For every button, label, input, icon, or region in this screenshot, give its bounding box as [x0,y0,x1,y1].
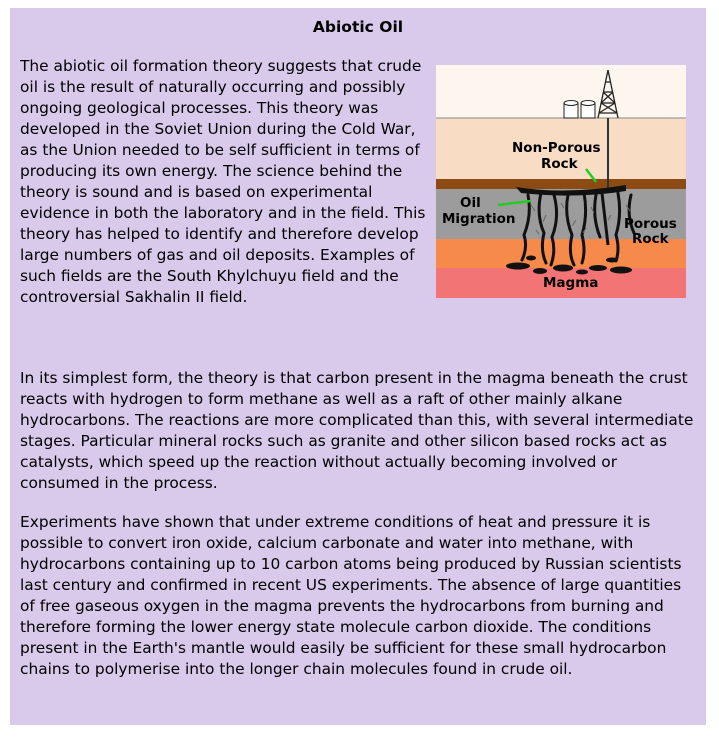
paragraph-intro: The abiotic oil formation theory suggests that crude oil is the result of naturally occurring and possibly ongoing geological processes. This theory was developed in the Soviet Union during the Cold War, as the Union needed to be self sufficient in terms of producing its own energy. The science behind the theory is sound and is based on experimental evidence in both the laboratory and in the field. This theory has helped to identify and therefore develop large numbers of gas and oil deposits. Examples of such fields are the South Khylchuyu field and the controversial Sakhalin II field. [20,57,426,306]
cap-rock-layer [436,179,686,189]
label-porous-rock: Rock [632,231,669,247]
label-porous: Porous [624,216,677,232]
abiotic-oil-diagram [436,65,686,298]
label-migration: Migration [442,211,516,227]
content-panel [10,8,706,725]
paragraph-simplest-form: In its simplest form, the theory is that carbon present in the magma beneath the crust reacts with hydrogen to form methane as well as a raft of other mainly alkane hydrocarbons. The reactions are more complicated than this, with several intermediate stages. Particular mineral rocks such as granite and other silicon based rocks act as catalysts, which speed up the reaction without actually becoming involved or consumed in the process. [20,369,694,492]
page-title: Abiotic Oil [312,18,404,36]
paragraph-experiments: Experiments have shown that under extreme conditions of heat and pressure it is possible to convert iron oxide, calcium carbonate and water into methane, with hydrocarbons containing up to 10 carbon atoms being produced by Russian scientists last century and confirmed in recent US experiments. The absence of large quantities of free gaseous oxygen in the magma prevents the hydrocarbons from burning and therefore forming the lower energy state molecule carbon dioxide. The conditions present in the Earth's mantle would easily be sufficient for these small hydrocarbon chains to polymerise into the longer chain molecules found in crude oil. [20,513,682,678]
label-non-porous: Non-Porous [512,140,601,156]
label-oil: Oil [460,195,481,211]
label-magma: Magma [543,275,599,291]
sky-layer [436,65,686,118]
label-non-porous-rock: Rock [541,156,578,172]
